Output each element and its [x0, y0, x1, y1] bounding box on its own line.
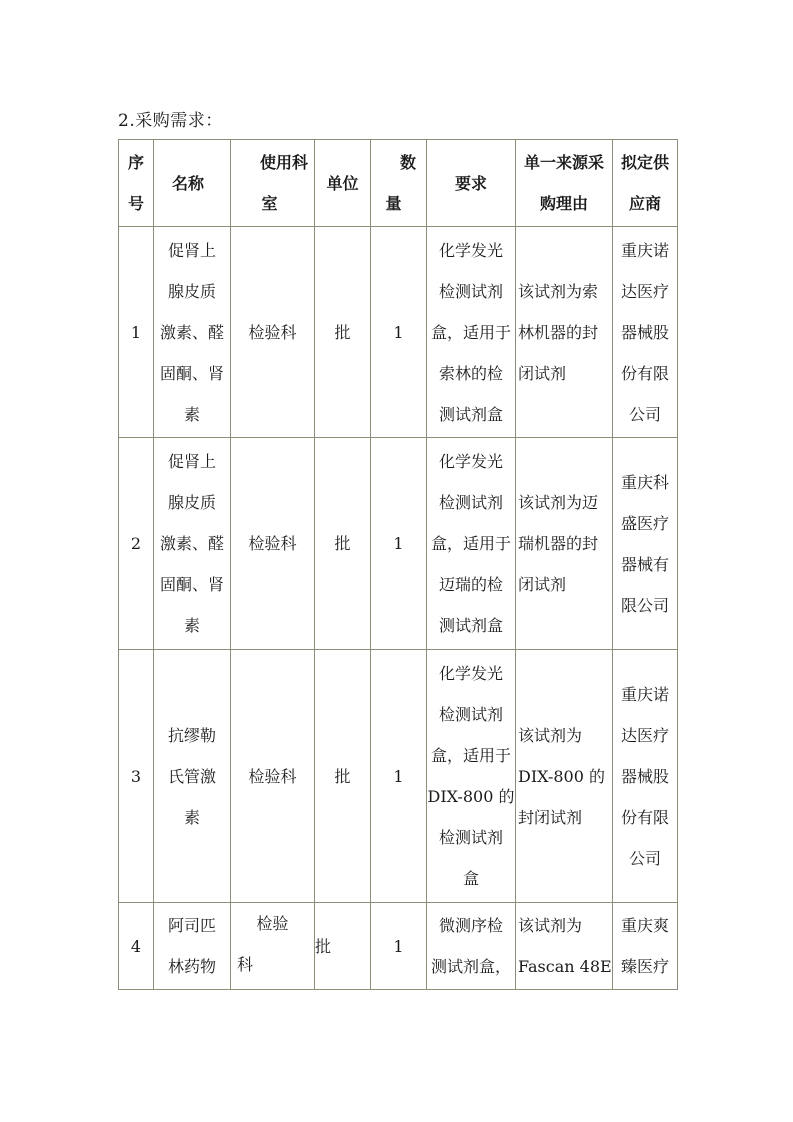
- cell-reason: 该试剂为索 林机器的封 闭试剂: [516, 227, 613, 438]
- cell-no: 4: [119, 903, 154, 990]
- cell-req: 化学发光 检测试剂 盒，适用于 DIX-800 的 检测试剂 盒: [427, 650, 516, 903]
- table-row: [119, 227, 678, 438]
- procurement-table: [118, 139, 678, 990]
- cell-name: 抗缪勒 氏管激 素: [154, 650, 231, 903]
- header-supplier: 拟定供 应商: [613, 140, 678, 227]
- cell-name: 阿司匹 林药物: [154, 903, 231, 990]
- cell-no: 3: [119, 650, 154, 903]
- cell-unit: 批: [315, 650, 371, 903]
- cell-req: 微测序检 测试剂盒，: [427, 903, 516, 990]
- cell-unit: 批: [315, 438, 371, 650]
- cell-req: 化学发光 检测试剂 盒，适用于 索林的检 测试剂盒: [427, 227, 516, 438]
- cell-supplier: 重庆科 盛医疗 器械有 限公司: [613, 438, 678, 650]
- cell-supplier: 重庆诺 达医疗 器械股 份有限 公司: [613, 227, 678, 438]
- cell-dept: 检验科: [231, 438, 315, 650]
- table-header-row: [119, 140, 678, 227]
- header-req: 要求: [427, 140, 516, 227]
- cell-qty: 1: [371, 650, 427, 903]
- cell-req: 化学发光 检测试剂 盒，适用于 迈瑞的检 测试剂盒: [427, 438, 516, 650]
- cell-reason: 该试剂为 Fascan 48E: [516, 903, 613, 990]
- cell-name: 促肾上 腺皮质 激素、醛 固酮、肾 素: [154, 227, 231, 438]
- table-row: [119, 438, 678, 650]
- header-dept: 使用科 室: [231, 140, 315, 227]
- cell-no: 1: [119, 227, 154, 438]
- cell-dept: 检验科: [231, 650, 315, 903]
- header-unit: 单位: [315, 140, 371, 227]
- section-title: 2.采购需求：: [118, 111, 223, 131]
- cell-qty: 1: [371, 438, 427, 650]
- header-reason: 单一来源采 购理由: [516, 140, 613, 227]
- cell-name: 促肾上 腺皮质 激素、醛 固酮、肾 素: [154, 438, 231, 650]
- cell-dept: 检验 科: [231, 903, 315, 990]
- cell-qty: 1: [371, 903, 427, 990]
- header-name: 名称: [154, 140, 231, 227]
- cell-unit: 批: [315, 227, 371, 438]
- cell-supplier: 重庆爽 臻医疗: [613, 903, 678, 990]
- cell-no: 2: [119, 438, 154, 650]
- cell-qty: 1: [371, 227, 427, 438]
- cell-reason: 该试剂为 DIX-800 的 封闭试剂: [516, 650, 613, 903]
- header-no: 序 号: [119, 140, 154, 227]
- cell-reason: 该试剂为迈 瑞机器的封 闭试剂: [516, 438, 613, 650]
- header-qty: 数 量: [371, 140, 427, 227]
- table-row: [119, 903, 678, 990]
- table-row: [119, 650, 678, 903]
- cell-unit: 批: [315, 903, 371, 990]
- cell-supplier: 重庆诺 达医疗 器械股 份有限 公司: [613, 650, 678, 903]
- cell-dept: 检验科: [231, 227, 315, 438]
